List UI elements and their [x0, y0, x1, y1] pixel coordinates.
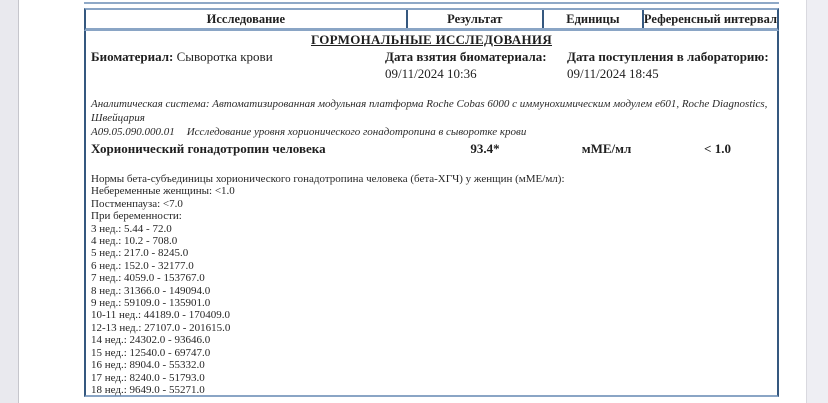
norms-line: 18 нед.: 9649.0 - 55271.0	[91, 383, 205, 396]
norms-title: Нормы бета-субъединицы хорионического гонадотропина человека (бета-ХГЧ) у женщин (мМЕ/мл):	[91, 173, 565, 185]
biomaterial-row	[91, 49, 273, 65]
collection-date-value: 09/11/2024 10:36	[385, 66, 477, 81]
test-name: Хорионический гонадотропин человека	[91, 141, 326, 156]
norms-line: 9 нед.: 59109.0 - 135901.0	[91, 297, 211, 310]
test-reference: < 1.0	[704, 141, 731, 156]
table-top-rule	[84, 2, 779, 4]
norms-line: 7 нед.: 4059.0 - 153767.0	[91, 272, 205, 285]
table-body	[84, 31, 779, 397]
collection-date-label: Дата взятия биоматериала:	[385, 49, 547, 64]
norms-line: 16 нед.: 8904.0 - 55332.0	[91, 359, 205, 372]
page-left-margin	[0, 0, 19, 403]
norms-line: При беременности:	[91, 210, 182, 223]
biomaterial-value: Сыворотка крови	[173, 49, 273, 64]
norms-line: 10-11 нед.: 44189.0 - 170409.0	[91, 309, 230, 322]
norms-line: 3 нед.: 5.44 - 72.0	[91, 222, 172, 235]
service-line	[91, 126, 773, 138]
norms-line: Постменпауза: <7.0	[91, 197, 183, 210]
section-title: ГОРМОНАЛЬНЫЕ ИССЛЕДОВАНИЯ	[310, 32, 553, 47]
service-name: Исследование уровня хорионического гонадотропина в сыворотке крови	[186, 126, 527, 138]
results-table	[84, 0, 779, 403]
table-header-row	[84, 8, 779, 31]
norms-line: 17 нед.: 8240.0 - 51793.0	[91, 371, 205, 384]
result-row	[86, 141, 777, 157]
header-cell-study: Исследование	[86, 10, 408, 28]
header-cell-result: Результат	[408, 10, 544, 28]
norms-line: 15 нед.: 12540.0 - 69747.0	[91, 346, 211, 359]
header-cell-units: Единицы	[544, 10, 644, 28]
norms-line: 5 нед.: 217.0 - 8245.0	[91, 247, 189, 260]
norms-line: Небеременные женщины: <1.0	[91, 185, 235, 198]
norms-line: 8 нед.: 31366.0 - 149094.0	[91, 284, 211, 297]
received-date-value: 09/11/2024 18:45	[567, 66, 659, 81]
reference-norms-block	[91, 173, 773, 396]
analytical-system-note: Аналитическая система: Автоматизированная модульная платформа Roche Cobas 6000 с иммунохимическим модулем e601, Roche Diagnostics, Швейцария	[91, 98, 768, 124]
received-date-label: Дата поступления в лабораторию:	[567, 49, 769, 64]
test-units: мМЕ/мл	[581, 141, 632, 156]
norms-line: 6 нед.: 152.0 - 32177.0	[91, 259, 194, 272]
service-code: A09.05.090.000.01	[91, 126, 175, 138]
norms-line: 4 нед.: 10.2 - 708.0	[91, 235, 178, 248]
page-right-margin	[806, 0, 828, 403]
norms-line: 12-13 нед.: 27107.0 - 201615.0	[91, 321, 231, 334]
header-cell-reference: Референсный интервал	[643, 11, 777, 26]
norms-line: 14 нед.: 24302.0 - 93646.0	[91, 334, 211, 347]
biomaterial-label: Биоматериал:	[91, 49, 174, 64]
test-result: 93.4*	[470, 141, 500, 156]
